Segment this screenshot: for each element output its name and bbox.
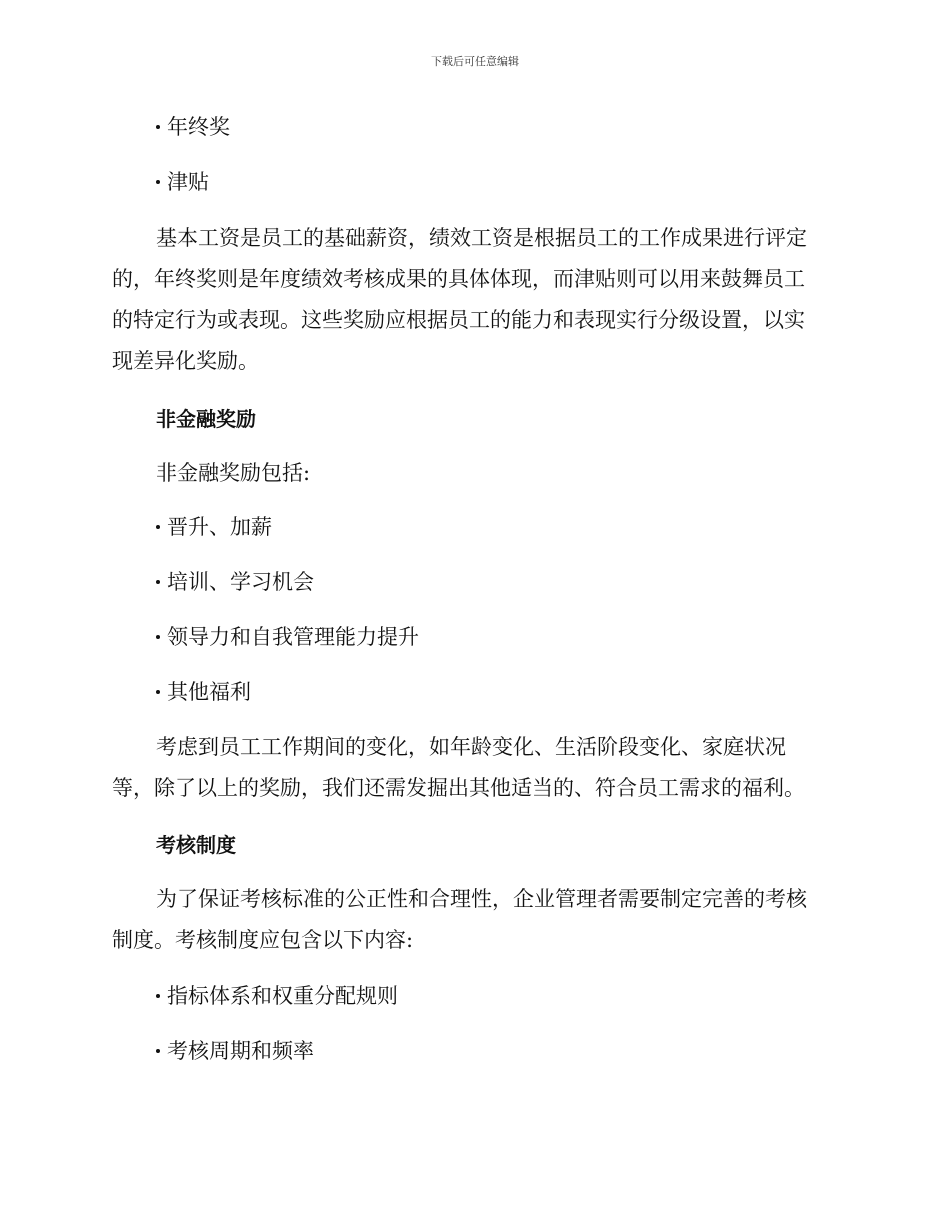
list-item-allowance: [156, 169, 209, 195]
list-item-leadership: [156, 624, 419, 650]
list-item-text: 考核周期和频率: [167, 1039, 314, 1063]
bullet-dot-icon: [156, 580, 160, 584]
list-item-text: 领导力和自我管理能力提升: [167, 625, 419, 649]
list-item-text: 指标体系和权重分配规则: [167, 984, 398, 1008]
bullet-dot-icon: [156, 525, 160, 529]
paragraph-line: 为了保证考核标准的公正性和合理性，企业管理者需要制定完善的考核: [156, 887, 807, 911]
list-item-text: 培训、学习机会: [167, 570, 314, 594]
bullet-dot-icon: [156, 125, 160, 129]
list-item-training: [156, 569, 314, 595]
list-item-text: 年终奖: [167, 115, 230, 139]
paragraph-line: 的特定行为或表现。这些奖励应根据员工的能力和表现实行分级设置，以实: [112, 308, 805, 332]
bullet-dot-icon: [156, 1049, 160, 1053]
paragraph-line: 的，年终奖则是年度绩效考核成果的具体体现，而津贴则可以用来鼓舞员工: [112, 267, 805, 291]
paragraph-employee-changes: [112, 727, 832, 809]
bullet-dot-icon: [156, 635, 160, 639]
list-item-text: 晋升、加薪: [167, 515, 272, 539]
list-item-indicator-system: [156, 983, 398, 1009]
page-header: 下载后可任意编辑: [431, 55, 519, 68]
paragraph-line: 现差异化奖励。: [112, 349, 259, 373]
list-item-other-benefits: [156, 679, 251, 705]
list-item-promotion: [156, 514, 272, 540]
paragraph-salary-structure: [112, 218, 832, 382]
paragraph-assessment-system: [112, 879, 832, 961]
list-item-text: 其他福利: [167, 680, 251, 704]
section-heading-assessment: 考核制度: [156, 833, 236, 857]
bullet-dot-icon: [156, 994, 160, 998]
paragraph-line: 基本工资是员工的基础薪资，绩效工资是根据员工的工作成果进行评定: [156, 226, 807, 250]
list-item-year-end-bonus: [156, 114, 230, 140]
paragraph-line: 考虑到员工工作期间的变化，如年龄变化、生活阶段变化、家庭状况: [156, 735, 786, 759]
list-item-assessment-cycle: [156, 1038, 314, 1064]
paragraph-line: 等，除了以上的奖励，我们还需发掘出其他适当的、符合员工需求的福利。: [112, 776, 805, 800]
paragraph-line: 制度。考核制度应包含以下内容:: [112, 928, 414, 952]
list-intro-non-financial: 非金融奖励包括:: [156, 461, 311, 485]
bullet-dot-icon: [156, 180, 160, 184]
section-heading-non-financial: 非金融奖励: [156, 407, 256, 431]
list-item-text: 津贴: [167, 170, 209, 194]
bullet-dot-icon: [156, 690, 160, 694]
